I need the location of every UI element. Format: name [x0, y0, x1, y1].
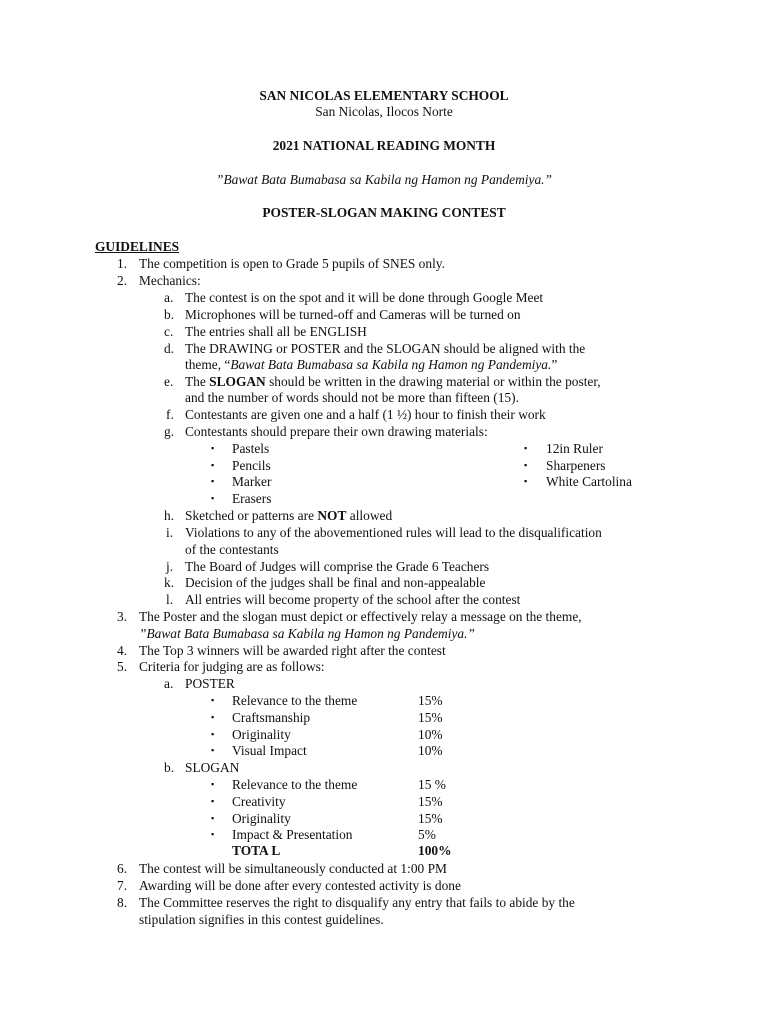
bullet-icon: ▪	[211, 443, 215, 453]
criteria-pct: 15%	[418, 710, 443, 725]
material-item: Sharpeners	[546, 458, 606, 473]
criteria-pct: 10%	[418, 727, 443, 742]
bullet-icon: ▪	[211, 829, 215, 839]
bullet-icon: ▪	[211, 460, 215, 470]
list-number: 8.	[117, 895, 128, 910]
list-number: 5.	[117, 659, 128, 674]
criteria-pct: 15%	[418, 811, 443, 826]
bullet-icon: ▪	[211, 476, 215, 486]
theme-italic: Bawat Bata Bumabasa sa Kabila ng Hamon ng Pandemiya.	[230, 357, 552, 372]
mechanics-item-cont	[185, 356, 557, 373]
school-location: San Nicolas, Ilocos Norte	[315, 104, 453, 119]
guideline-item: The Committee reserves the right to disqualify any entry that fails to abide by the	[139, 895, 575, 910]
criteria-name: Relevance to the theme	[232, 777, 358, 792]
total-value: 100%	[418, 843, 452, 858]
list-letter: j.	[166, 559, 174, 574]
list-letter: a.	[164, 676, 174, 691]
guideline-item: The contest will be simultaneously conducted at 1:00 PM	[139, 861, 447, 876]
list-letter: c.	[164, 324, 174, 339]
bullet-icon: ▪	[211, 745, 215, 755]
mechanics-item: Violations to any of the abovementioned rules will lead to the disqualification	[185, 525, 602, 540]
list-letter: d.	[164, 341, 175, 356]
criteria-name: Visual Impact	[232, 743, 307, 758]
list-number: 7.	[117, 878, 128, 893]
list-letter: e.	[164, 374, 174, 389]
list-letter: h.	[164, 508, 175, 523]
guideline-item: The competition is open to Grade 5 pupils of SNES only.	[139, 256, 445, 271]
sketch-bold: NOT	[317, 508, 347, 523]
list-number: 3.	[117, 609, 128, 624]
event-title: 2021 NATIONAL READING MONTH	[272, 138, 496, 153]
bullet-icon: ▪	[211, 712, 215, 722]
school-name: SAN NICOLAS ELEMENTARY SCHOOL	[259, 88, 509, 103]
material-item: 12in Ruler	[546, 441, 603, 456]
criteria-name: Originality	[232, 811, 291, 826]
criteria-pct: 15%	[418, 794, 443, 809]
total-label: TOTA L	[232, 843, 281, 858]
list-number: 2.	[117, 273, 128, 288]
mechanics-item: All entries will become property of the school after the contest	[185, 592, 521, 607]
list-number: 6.	[117, 861, 128, 876]
mechanics-item: The entries shall all be ENGLISH	[185, 324, 367, 339]
guidelines-heading: GUIDELINES	[95, 239, 180, 254]
bullet-icon: ▪	[211, 813, 215, 823]
criteria-pct: 15 %	[418, 777, 446, 792]
guideline-item: Awarding will be done after every contested activity is done	[139, 878, 461, 893]
guideline-item: The Poster and the slogan must depict or effectively relay a message on the theme,	[139, 609, 582, 624]
guideline-item-cont: stipulation signifies in this contest guidelines.	[139, 912, 384, 927]
theme-prefix: theme, “	[185, 357, 231, 372]
guideline-item-cont: ”Bawat Bata Bumabasa sa Kabila ng Hamon ng Pandemiya.”	[139, 626, 475, 641]
list-letter: i.	[166, 525, 174, 540]
list-number: 4.	[117, 643, 128, 658]
list-number: 1.	[117, 256, 128, 271]
list-letter: b.	[164, 307, 175, 322]
slogan-prefix: The	[185, 374, 210, 389]
guideline-item: Mechanics:	[139, 273, 201, 288]
criteria-group-label: SLOGAN	[185, 760, 240, 775]
mechanics-item-cont: and the number of words should not be more than fifteen (15).	[185, 390, 519, 405]
bullet-icon: ▪	[211, 729, 215, 739]
contest-title: POSTER-SLOGAN MAKING CONTEST	[262, 205, 506, 220]
bullet-icon: ▪	[211, 796, 215, 806]
mechanics-item: Decision of the judges shall be final and non-appealable	[185, 575, 486, 590]
criteria-pct: 15%	[418, 693, 443, 708]
slogan-suffix: should be written in the drawing material or within the poster,	[265, 374, 601, 389]
mechanics-item: Contestants should prepare their own drawing materials:	[185, 424, 488, 439]
mechanics-item: The contest is on the spot and it will be done through Google Meet	[185, 290, 544, 305]
list-letter: a.	[164, 290, 174, 305]
bullet-icon: ▪	[211, 779, 215, 789]
bullet-icon: ▪	[524, 443, 528, 453]
criteria-group-label: POSTER	[185, 676, 235, 691]
criteria-name: Creativity	[232, 794, 286, 809]
mechanics-item: Contestants are given one and a half (1 ½) hour to finish their work	[185, 407, 546, 422]
bullet-icon: ▪	[524, 476, 528, 486]
mechanics-item	[185, 507, 392, 524]
material-item: White Cartolina	[546, 474, 632, 489]
criteria-pct: 10%	[418, 743, 443, 758]
theme-quote: ”Bawat Bata Bumabasa sa Kabila ng Hamon ng Pandemiya.”	[216, 172, 552, 187]
material-item: Marker	[232, 474, 272, 489]
material-item: Pencils	[232, 458, 271, 473]
mechanics-item: Microphones will be turned-off and Cameras will be turned on	[185, 307, 521, 322]
list-letter: g.	[164, 424, 175, 439]
material-item: Pastels	[232, 441, 270, 456]
mechanics-item: The Board of Judges will comprise the Grade 6 Teachers	[185, 559, 490, 574]
sketch-suffix: allowed	[346, 508, 393, 523]
criteria-name: Craftsmanship	[232, 710, 311, 725]
mechanics-item	[185, 373, 601, 390]
criteria-pct: 5%	[418, 827, 436, 842]
criteria-name: Impact & Presentation	[232, 827, 353, 842]
slogan-bold: SLOGAN	[209, 374, 266, 389]
mechanics-item-cont: of the contestants	[185, 542, 279, 557]
guideline-item: Criteria for judging are as follows:	[139, 659, 325, 674]
criteria-name: Relevance to the theme	[232, 693, 358, 708]
material-item: Erasers	[232, 491, 272, 506]
bullet-icon: ▪	[524, 460, 528, 470]
sketch-prefix: Sketched or patterns are	[185, 508, 318, 523]
list-letter: f.	[166, 407, 174, 422]
list-letter: k.	[164, 575, 175, 590]
bullet-icon: ▪	[211, 493, 215, 503]
list-letter: l.	[166, 592, 174, 607]
guideline-item: The Top 3 winners will be awarded right after the contest	[139, 643, 446, 658]
list-letter: b.	[164, 760, 175, 775]
theme-suffix: ”	[551, 357, 558, 372]
bullet-icon: ▪	[211, 695, 215, 705]
mechanics-item: The DRAWING or POSTER and the SLOGAN should be aligned with the	[185, 341, 586, 356]
criteria-name: Originality	[232, 727, 291, 742]
